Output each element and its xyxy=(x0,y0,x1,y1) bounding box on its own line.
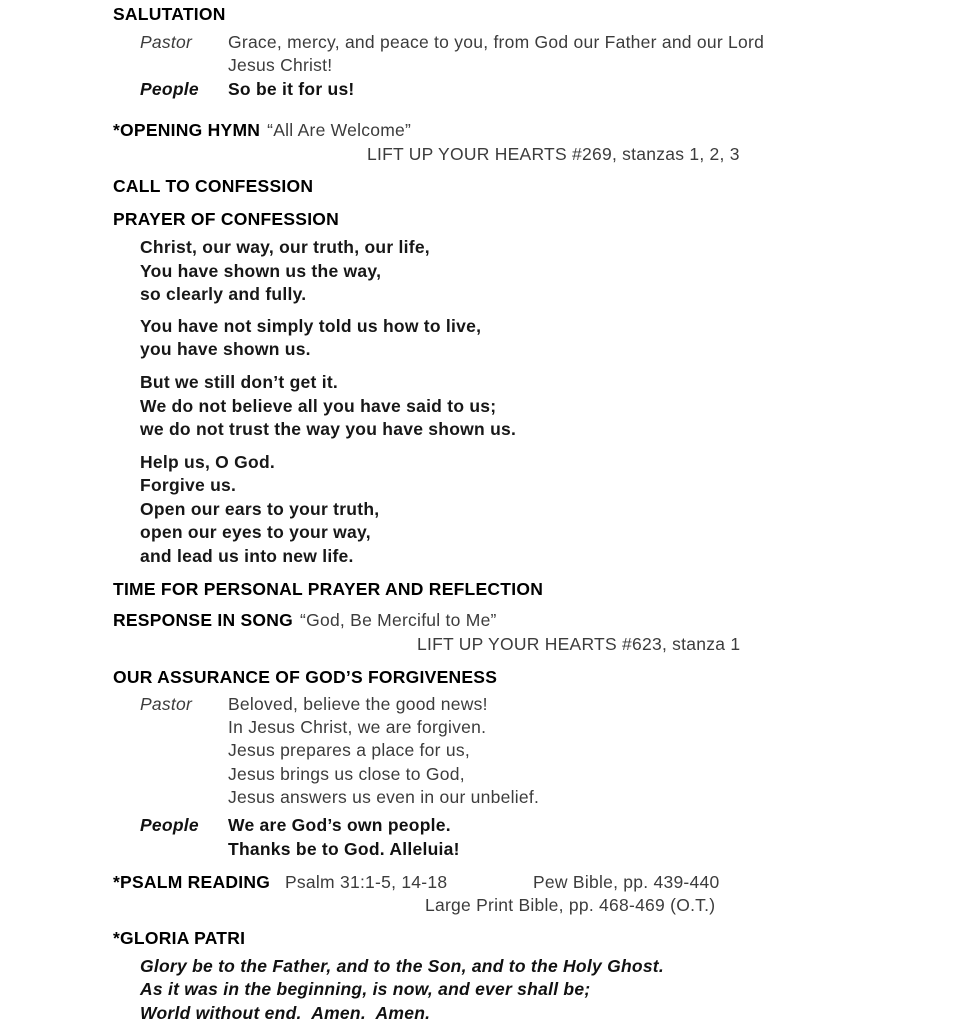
confession-line: and lead us into new life. xyxy=(140,545,354,566)
opening-hymn-name: “All Are Welcome” xyxy=(267,120,412,141)
confession-stanza xyxy=(140,451,935,568)
people-label: People xyxy=(140,815,199,836)
section-title-assurance: OUR ASSURANCE OF GOD’S FORGIVENESS xyxy=(113,666,498,687)
people-label: People xyxy=(140,78,199,99)
response-song-name: “God, Be Merciful to Me” xyxy=(300,610,497,631)
pastor-speech-line: Jesus Christ! xyxy=(228,55,333,76)
pastor-speech-line: Jesus brings us close to God, xyxy=(228,763,465,784)
pastor-speech xyxy=(228,31,935,78)
psalm-reference: Psalm 31:1-5, 14-18 xyxy=(285,871,448,892)
confession-line: open our eyes to your way, xyxy=(140,522,371,543)
opening-hymn-hymnal-ref: LIFT UP YOUR HEARTS #269, stanzas 1, 2, 3 xyxy=(367,143,740,164)
confession-line: you have shown us. xyxy=(140,339,311,360)
confession-line: Help us, O God. xyxy=(140,452,276,472)
gloria-patri-line: World without end. Amen. Amen. xyxy=(140,1002,431,1023)
pastor-speech xyxy=(228,693,935,810)
people-speech-line: We are God’s own people. xyxy=(228,815,451,836)
pastor-speech-line: Jesus answers us even in our unbelief. xyxy=(228,787,540,808)
pastor-label: Pastor xyxy=(140,31,193,52)
section-title-time-for-prayer: TIME FOR PERSONAL PRAYER AND REFLECTION xyxy=(113,578,544,599)
confession-line: Open our ears to your truth, xyxy=(140,498,380,519)
section-title-gloria-patri: *GLORIA PATRI xyxy=(113,927,246,948)
confession-line: Forgive us. xyxy=(140,475,237,496)
gloria-patri-line: Glory be to the Father, and to the Son, and to the Holy Ghost. xyxy=(140,955,664,976)
assurance-people-row xyxy=(113,814,935,861)
confession-stanza xyxy=(140,236,935,306)
psalm-pew-bible-pages: Pew Bible, pp. 439-440 xyxy=(533,871,720,892)
confession-line: You have shown us the way, xyxy=(140,260,382,281)
pastor-speech-line: Grace, mercy, and peace to you, from God our Father and our Lord xyxy=(228,31,765,52)
people-speech xyxy=(228,78,935,101)
section-title-prayer-of-confession: PRAYER OF CONFESSION xyxy=(113,209,340,230)
pastor-speech-line: In Jesus Christ, we are forgiven. xyxy=(228,717,487,738)
response-song-hymnal-ref: LIFT UP YOUR HEARTS #623, stanza 1 xyxy=(417,633,741,654)
gloria-patri-line: As it was in the beginning, is now, and ever shall be; xyxy=(140,979,591,1000)
gloria-patri-text xyxy=(140,955,935,1025)
confession-line: so clearly and fully. xyxy=(140,284,307,305)
people-speech xyxy=(228,814,935,861)
assurance-pastor-row xyxy=(113,693,935,810)
salutation-people-row xyxy=(113,78,935,101)
psalm-large-print-pages: Large Print Bible, pp. 468-469 (O.T.) xyxy=(425,894,716,915)
confession-line: We do not believe all you have said to us; xyxy=(140,395,497,416)
confession-line: we do not trust the way you have shown us. xyxy=(140,419,517,440)
section-title-opening-hymn: *OPENING HYMN xyxy=(113,120,261,141)
pastor-speech-line: Beloved, believe the good news! xyxy=(228,693,488,714)
confession-stanza xyxy=(140,315,935,362)
confession-line: Christ, our way, our truth, our life, xyxy=(140,237,430,258)
confession-stanza xyxy=(140,371,935,441)
section-opening-hymn xyxy=(113,119,935,142)
people-speech-line: So be it for us! xyxy=(228,78,355,99)
section-title-call-to-confession: CALL TO CONFESSION xyxy=(113,176,314,197)
pastor-speech-line: Jesus prepares a place for us, xyxy=(228,740,470,761)
salutation-pastor-row xyxy=(113,31,935,78)
people-speech-line: Thanks be to God. Alleluia! xyxy=(228,838,460,859)
section-psalm-reading xyxy=(113,871,935,894)
section-title-psalm-reading: *PSALM READING xyxy=(113,871,271,892)
section-response-in-song xyxy=(113,609,935,632)
section-title-response-in-song: RESPONSE IN SONG xyxy=(113,610,294,631)
section-title-salutation: SALUTATION xyxy=(113,4,226,24)
pastor-label: Pastor xyxy=(140,693,193,714)
confession-line: You have not simply told us how to live, xyxy=(140,315,482,336)
confession-line: But we still don’t get it. xyxy=(140,372,339,393)
